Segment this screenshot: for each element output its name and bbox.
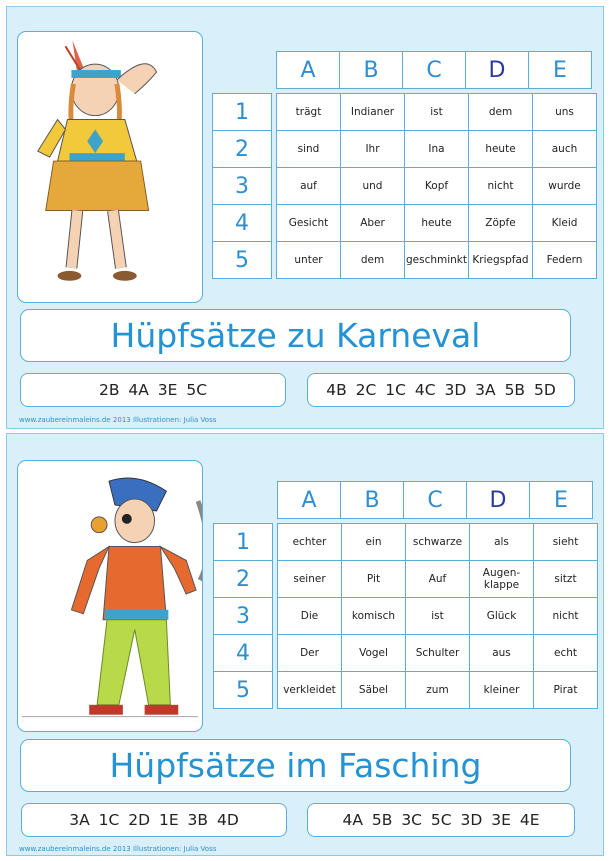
grid-cell: echt bbox=[533, 634, 598, 672]
word-grid bbox=[276, 93, 596, 278]
grid-cell: ein bbox=[341, 523, 406, 561]
grid-cell: Kopf bbox=[404, 167, 469, 205]
column-header-b: B bbox=[340, 481, 404, 519]
sentence-code-left: 2B 4A 3E 5C bbox=[20, 373, 286, 407]
pirate-icon bbox=[18, 461, 202, 731]
grid-cell: Indianer bbox=[340, 93, 405, 131]
grid-cell: Federn bbox=[532, 241, 597, 279]
grid-cell: unter bbox=[276, 241, 341, 279]
grid-cell: seiner bbox=[277, 560, 342, 598]
row-header-5: 5 bbox=[212, 241, 272, 279]
column-header-e: E bbox=[528, 51, 592, 89]
grid-cell: Zöpfe bbox=[468, 204, 533, 242]
grid-cell: Pirat bbox=[533, 671, 598, 709]
grid-cell: sitzt bbox=[533, 560, 598, 598]
grid-cell: auch bbox=[532, 130, 597, 168]
footer-credit: www.zaubereinmaleins.de 2013 Illustrationen: Julia Voss bbox=[19, 416, 217, 424]
grid-cell: heute bbox=[404, 204, 469, 242]
grid-cell: Schulter bbox=[405, 634, 470, 672]
grid-cell: Kleid bbox=[532, 204, 597, 242]
grid-cell: Glück bbox=[469, 597, 534, 635]
pirate-illustration bbox=[17, 460, 203, 732]
row-header-3: 3 bbox=[212, 167, 272, 205]
grid-cell: zum bbox=[405, 671, 470, 709]
grid-cell: Kriegspfad bbox=[468, 241, 533, 279]
column-header-d: D bbox=[465, 51, 529, 89]
footer-credit: www.zaubereinmaleins.de 2013 Illustrationen: Julia Voss bbox=[19, 845, 217, 853]
grid-cell: dem bbox=[340, 241, 405, 279]
grid-cell: geschminkt bbox=[404, 241, 469, 279]
indian-girl-icon bbox=[18, 32, 202, 302]
grid-cell: Ina bbox=[404, 130, 469, 168]
column-headers bbox=[277, 481, 592, 519]
sentence-code-right: 4B 2C 1C 4C 3D 3A 5B 5D bbox=[307, 373, 575, 407]
column-header-a: A bbox=[276, 51, 340, 89]
grid-cell: ist bbox=[404, 93, 469, 131]
grid-cell: nicht bbox=[468, 167, 533, 205]
word-grid bbox=[277, 523, 597, 708]
column-header-d: D bbox=[466, 481, 530, 519]
grid-cell: ist bbox=[405, 597, 470, 635]
grid-cell: komisch bbox=[341, 597, 406, 635]
grid-cell: Säbel bbox=[341, 671, 406, 709]
sentence-code-left: 3A 1C 2D 1E 3B 4D bbox=[21, 803, 287, 837]
column-header-a: A bbox=[277, 481, 341, 519]
row-header-2: 2 bbox=[212, 130, 272, 168]
grid-cell: echter bbox=[277, 523, 342, 561]
grid-cell: Pit bbox=[341, 560, 406, 598]
grid-cell: und bbox=[340, 167, 405, 205]
worksheet-title: Hüpfsätze zu Karneval bbox=[20, 309, 571, 362]
grid-cell: als bbox=[469, 523, 534, 561]
column-header-e: E bbox=[529, 481, 593, 519]
grid-cell: wurde bbox=[532, 167, 597, 205]
grid-cell: Ihr bbox=[340, 130, 405, 168]
grid-cell: trägt bbox=[276, 93, 341, 131]
sentence-code-right: 4A 5B 3C 5C 3D 3E 4E bbox=[307, 803, 575, 837]
column-header-b: B bbox=[339, 51, 403, 89]
grid-cell: schwarze bbox=[405, 523, 470, 561]
grid-cell: Vogel bbox=[341, 634, 406, 672]
grid-cell: auf bbox=[276, 167, 341, 205]
grid-cell: verkleidet bbox=[277, 671, 342, 709]
worksheet-title: Hüpfsätze im Fasching bbox=[20, 739, 571, 792]
row-header-1: 1 bbox=[213, 523, 273, 561]
grid-cell: Der bbox=[277, 634, 342, 672]
grid-cell: heute bbox=[468, 130, 533, 168]
grid-cell: Auf bbox=[405, 560, 470, 598]
row-header-2: 2 bbox=[213, 560, 273, 598]
row-header-3: 3 bbox=[213, 597, 273, 635]
grid-cell: nicht bbox=[533, 597, 598, 635]
grid-cell: dem bbox=[468, 93, 533, 131]
row-headers bbox=[213, 523, 273, 708]
grid-cell: sieht bbox=[533, 523, 598, 561]
column-headers bbox=[276, 51, 591, 89]
grid-cell: Augen- klappe bbox=[469, 560, 534, 598]
worksheet-card-karneval bbox=[6, 6, 604, 429]
grid-cell: aus bbox=[469, 634, 534, 672]
row-header-1: 1 bbox=[212, 93, 272, 131]
grid-cell: Aber bbox=[340, 204, 405, 242]
row-headers bbox=[212, 93, 272, 278]
row-header-4: 4 bbox=[213, 634, 273, 672]
worksheet-card-fasching bbox=[6, 433, 604, 856]
grid-cell: Die bbox=[277, 597, 342, 635]
row-header-4: 4 bbox=[212, 204, 272, 242]
grid-cell: Gesicht bbox=[276, 204, 341, 242]
grid-cell: kleiner bbox=[469, 671, 534, 709]
row-header-5: 5 bbox=[213, 671, 273, 709]
column-header-c: C bbox=[403, 481, 467, 519]
column-header-c: C bbox=[402, 51, 466, 89]
grid-cell: sind bbox=[276, 130, 341, 168]
grid-cell: uns bbox=[532, 93, 597, 131]
indian-girl-illustration bbox=[17, 31, 203, 303]
